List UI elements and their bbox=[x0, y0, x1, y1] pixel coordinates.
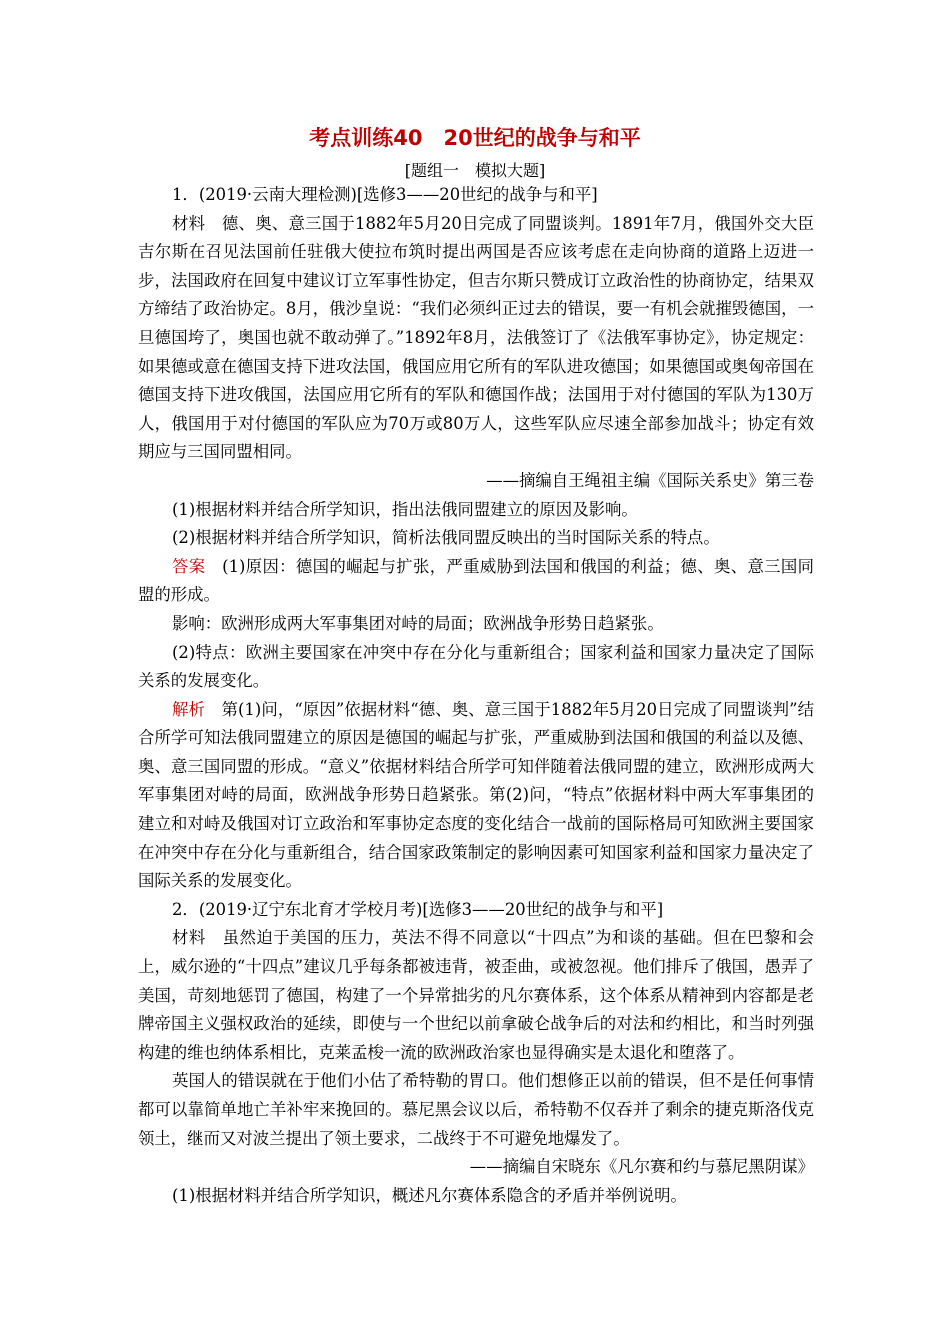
question-1-answer bbox=[138, 553, 814, 610]
page-title: 考点训练40 20世纪的战争与和平 bbox=[309, 126, 641, 150]
question-1-sub-1: (1)根据材料并结合所学知识，指出法俄同盟建立的原因及影响。 bbox=[172, 499, 638, 519]
question-1-sub-2: (2)根据材料并结合所学知识，简析法俄同盟反映出的当时国际关系的特点。 bbox=[172, 528, 720, 548]
question-1-source: ——摘编自王绳祖主编《国际关系史》第三卷 bbox=[486, 470, 814, 490]
question-2-sub-1: (1)根据材料并结合所学知识，概述凡尔赛体系隐含的矛盾并举例说明。 bbox=[172, 1185, 687, 1205]
question-2-header: 2．(2019·辽宁东北育才学校月考)[选修3——20世纪的战争与和平] bbox=[172, 899, 664, 919]
analysis-text: 第(1)问，“原因”依据材料“德、奥、意三国于1882年5月20日完成了同盟谈判”结合所学可知法俄同盟建立的原因是德国的崛起与扩张，严重威胁到法国和俄国的利益以及德、奥、意三国同盟的形成。“意义”依据材料结合所学可知伴随着法俄同盟的建立，欧洲形成两大军事集团对峙的局面，欧洲战争形势日趋紧张。第(2)问，“特点”依据材料中两大军事集团的建立和对峙及俄国对订立政治和军事协定态度的变化结合一战前的国际格局可知欧洲主要国家在冲突中存在分化与重新组合，结合国家政策制定的影响因素可知国家利益和国家力量决定了国际关系的发展变化。 bbox=[138, 699, 814, 891]
question-1-answer-features: (2)特点：欧洲主要国家在冲突中存在分化与重新组合；国家利益和国家力量决定了国际关系的发展变化。 bbox=[138, 642, 814, 691]
question-2-source: ——摘编自宋晓东《凡尔赛和约与慕尼黑阴谋》 bbox=[469, 1157, 814, 1177]
answer-text-1: (1)原因：德国的崛起与扩张，严重威胁到法国和俄国的利益；德、奥、意三国同盟的形成。 bbox=[138, 556, 815, 605]
question-1-analysis bbox=[138, 696, 814, 896]
section-heading: [题组一 模拟大题] bbox=[404, 161, 546, 180]
question-1-material: 材料 德、奥、意三国于1882年5月20日完成了同盟谈判。1891年7月，俄国外交大臣吉尔斯在召见法国前任驻俄大使拉布筑时提出两国是否应该考虑在走向协商的道路上迈进一步，法国政府在回复中建议订立军事性协定，但吉尔斯只赞成订立政治性的协商协定，结果双方缔结了政治协定。8月，俄沙皇说：“我们必须纠正过去的错误，要一有机会就摧毁德国，一旦德国垮了，奥国也就不敢动弹了。”1892年8月，法俄签订了《法俄军事协定》，协定规定：如果德或意在德国支持下进攻法国，俄国应用它所有的军队进攻德国；如果德国或奥匈帝国在德国支持下进攻俄国，法国应用它所有的军队和德国作战；法国用于对付德国的军队为130万人，俄国用于对付德国的军队应为70万或80万人，这些军队应尽速全部参加战斗；协定有效期应与三国同盟相同。 bbox=[138, 213, 814, 462]
answer-label: 答案 bbox=[172, 556, 206, 576]
document-body bbox=[138, 181, 814, 1210]
question-2-material-1: 材料 虽然迫于美国的压力，英法不得不同意以“十四点”为和谈的基础。但在巴黎和会上，威尔逊的“十四点”建议几乎每条都被违背，被歪曲，或被忽视。他们排斥了俄国，愚弄了美国，苛刻地惩罚了德国，构建了一个异常拙劣的凡尔赛体系，这个体系从精神到内容都是老牌帝国主义强权政治的延续，即使与一个世纪以前拿破仑战争后的对法和约相比，和当时列强构建的维也纳体系相比，克莱孟梭一流的欧洲政治家也显得确实是太退化和堕落了。 bbox=[138, 928, 814, 1062]
question-1-answer-impact: 影响：欧洲形成两大军事集团对峙的局面；欧洲战争形势日趋紧张。 bbox=[172, 613, 664, 633]
question-1-header: 1．(2019·云南大理检测)[选修3——20世纪的战争与和平] bbox=[172, 185, 598, 204]
analysis-label: 解析 bbox=[172, 699, 205, 719]
question-2-material-2: 英国人的错误就在于他们小估了希特勒的胃口。他们想修正以前的错误，但不是任何事情都可以靠简单地亡羊补牢来挽回的。慕尼黑会议以后，希特勒不仅吞并了剩余的捷克斯洛伐克领土，继而又对波兰提出了领土要求，二战终于不可避免地爆发了。 bbox=[138, 1071, 814, 1148]
